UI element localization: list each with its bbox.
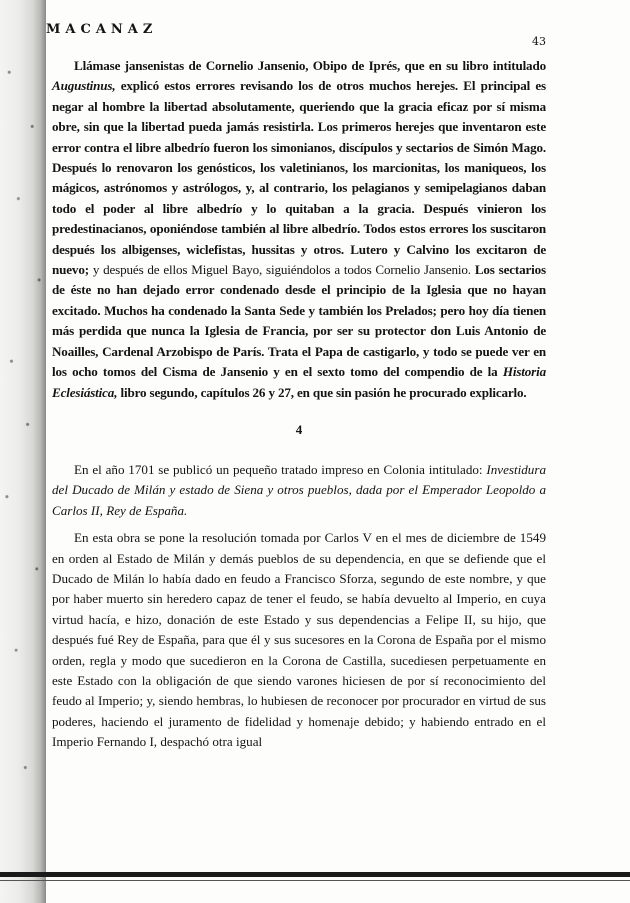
paragraph-carlos-v: En esta obra se pone la resolución tomada por Carlos V en el mes de diciembre de 1549 en orden al Estado de Milán y demás pueblos de su dependencia, en que se defiende que el Ducado de Milán lo había dado en feudo a Francisco Sforza, segundo de este nombre, y que por haber muerto sin heredero capaz de tener el feudo, se había devuelto al Imperio, en cuya virtud hacía, e hizo, donación de este Estado y sus dependencias a Felipe II, su hijo, que después fué Rey de España, para que él y sus sucesores en la Corona de España por el mismo orden, regla y modo que sucedieron en la Corona de Castilla, sucediesen perpetuamente en este Estado con la obligación de que siendo varones hiciesen de por sí reconocimiento del feudo al Imperio; y, siendo hembras, lo hubiesen de reconocer por procurador en virtud de sus poderes, haciendo el juramento de fidelidad y homenaje debido; y habiendo entrado en el Imperio Fernando I, despachó otra igual — [52, 530, 546, 750]
page-number: 43 — [532, 35, 546, 48]
running-head: MACANAZ — [46, 22, 158, 37]
section-number: 4 — [295, 421, 303, 437]
paragraph-publication — [52, 460, 546, 521]
para1-tail2: Los sectarios de éste no han dejado error condenado desde el principio de la Iglesia que no hayan excitado. Muchos ha condenado la Santa Sede y también los Prelados; pero hoy día tienen más perdida que nunca la Iglesia de Francia, por ser su protector don Luis Antonio de Noailles, Cardenal Arzobispo de París. Trata el Papa de castigarlo, y todo se puede ver en los ocho tomos del Cisma de Jansenio y en el sexto tomo del compendio de la — [52, 262, 547, 380]
para1-text: Llámase jansenistas de Cornelio Jansenio, Obipo de Iprés, que en su libro intitulado — [74, 58, 546, 73]
para1-end: libro segundo, capítulos 26 y 27, en que sin pasión he procurado explicarlo. — [117, 384, 527, 400]
footer-rule — [0, 872, 630, 877]
binding-specks — [0, 0, 46, 903]
publication-intro: En el año 1701 se publicó un pequeño tratado impreso en Colonia intitulado: — [74, 461, 487, 477]
paragraph-jansenistas — [52, 56, 546, 403]
text-column — [52, 56, 546, 753]
para1-italic2: Historia Eclesiástica, — [52, 364, 546, 400]
footer-rule-thin — [0, 880, 630, 881]
para1-italic: Augustinus, — [52, 78, 116, 94]
para1-rest: explicó estos errores revisando los de otros muchos herejes. El principal es negar al hombre la libertad absolutamente, queriendo que la gracia eficaz por sí misma obre, sin que la libertad pueda jamás resistirla. Los primeros herejes que inventaron este error contra el libre albedrío fueron los simonianos, discípulos y sectarios de Simón Mago. Después lo renovaron los genósticos, los valetinianos, los marcionitas, los maniqueos, los mágicos, astrónomos y astrólogos, y, al contrario, los pelagianos y semipelagianos daban todo el poder al libre albedrío y lo quitaban a la gracia. Después vinieron los predestinacianos, oponiéndose también al libre albedrío. Todos estos errores los suscitaron después los albigenses, wiclefistas, hussitas y otros. Lutero y Calvino los excitaron de nuevo; — [52, 78, 546, 278]
publication-title: Investidura del Ducado de Milán y estado de Siena y otros pueblos, dada por el Emperador Leopoldo a Carlos II, Rey de España. — [52, 461, 546, 518]
para1-tail: y después de ellos Miguel Bayo, siguiéndolos a todos Cornelio Jansenio. — [88, 262, 471, 278]
